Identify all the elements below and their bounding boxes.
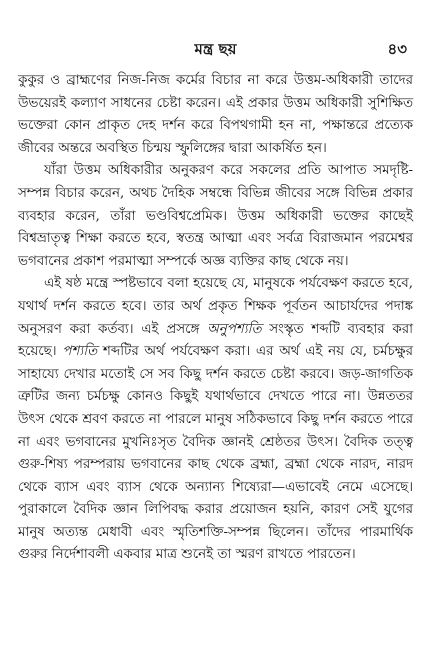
text-segment: সংস্কৃত শব্দটি ব্যবহার করা হয়েছে।	[18, 321, 413, 360]
text-segment: যাঁরা উত্তম অধিকারীর অনুকরণ করে সকলের প্রতি আপাত সমদৃষ্টি-সম্পন্ন বিচার করেন, অথচ দৈহিক সম্বন্ধে বিভিন্ন জীবের সঙ্গে বিভিন্ন প্রকার ব্যবহার করেন, তাঁরা ভণ্ডবিশ্বপ্রেমিক। উত্তম অধিকারী ভক্তের কাছেই বিশ্বভ্রাতৃত্ব শিক্ষা করতে হবে, স্বতন্ত্র আত্মা এবং সর্বত্র বিরাজমান পরমেশ্বর ভগবানের প্রকাশ পরমাত্মা সম্পর্কে অজ্ঞ ব্যক্তির কাছ থেকে নয়।	[18, 163, 413, 269]
paragraph-2	[18, 160, 413, 273]
sanskrit-term: অনুপশ্যতি	[207, 321, 262, 337]
paragraph-3	[18, 273, 413, 567]
document-page	[18, 38, 413, 658]
text-segment: শব্দটির অর্থ পর্যবেক্ষণ করা। এর অর্থ এই নয় যে, চর্মচক্ষুর সাহায্যে দেখার মতোই সে সব কিছু দর্শন করতে চেষ্টা করবে। জড়-জাগতিক ত্রুটির জন্য চর্মচক্ষু কোনও কিছুই যথার্থভাবে দেখতে পারে না। উন্নততর উৎস থেকে শ্রবণ করতে না পারলে মানুষ সঠিকভাবে কিছু দর্শন করতে পারে না এবং ভগবানের মুখনিঃসৃত বৈদিক জ্ঞানই শ্রেষ্ঠতর উৎস। বৈদিক তত্ত্ব গুরু-শিষ্য পরম্পরায় ভগবানের কাছ থেকে ব্রহ্মা, ব্রহ্মা থেকে নারদ, নারদ থেকে ব্যাস এবং ব্যাস থেকে অন্যান্য শিষ্যেরা—এভাবেই নেমে এসেছে। পুরাকালে বৈদিক জ্ঞান লিপিবদ্ধ করার প্রয়োজন হয়নি, কারণ সেই যুগের মানুষ অত্যন্ত মেধাবী এবং স্মৃতিশক্তি-সম্পন্ন ছিলেন। তাঁদের পারমার্থিক গুরুর নির্দেশাবলী একবার মাত্র শুনেই তা স্মরণ রাখতে পারতেন।	[18, 344, 413, 563]
chapter-title: মন্ত্র ছয়	[194, 40, 237, 58]
paragraph-1	[18, 70, 413, 160]
page-header	[18, 38, 413, 60]
text-segment: এই ষষ্ঠ মন্ত্রে স্পষ্টভাবে বলা হয়েছে যে, মানুষকে পর্যবেক্ষণ করতে হবে, যথার্থ দর্শন করতে হবে। তার অর্থ প্রকৃত শিক্ষক পূর্বতন আচার্যদের পদাঙ্ক অনুসরণ করা কর্তব্য। এই প্রসঙ্গে	[18, 276, 413, 337]
body-text	[18, 70, 413, 567]
page-number: ৪৩	[387, 40, 407, 58]
sanskrit-term: পশ্যতি	[62, 344, 98, 360]
text-segment: কুকুর ও ব্রাহ্মণের নিজ-নিজ কর্মের বিচার না করে উত্তম-অধিকারী তাদের উভয়েরই কল্যাণ সাধনের চেষ্টা করেন। এই প্রকার উত্তম অধিকারী সুশিক্ষিত ভক্তেরা কোন প্রাকৃত দেহ দর্শন করে বিপথগামী হন না, পক্ষান্তরে প্রত্যেক জীবের অন্তরে অবস্থিত চিন্ময় স্ফুলিঙ্গের দ্বারা আকর্ষিত হন।	[18, 73, 413, 156]
